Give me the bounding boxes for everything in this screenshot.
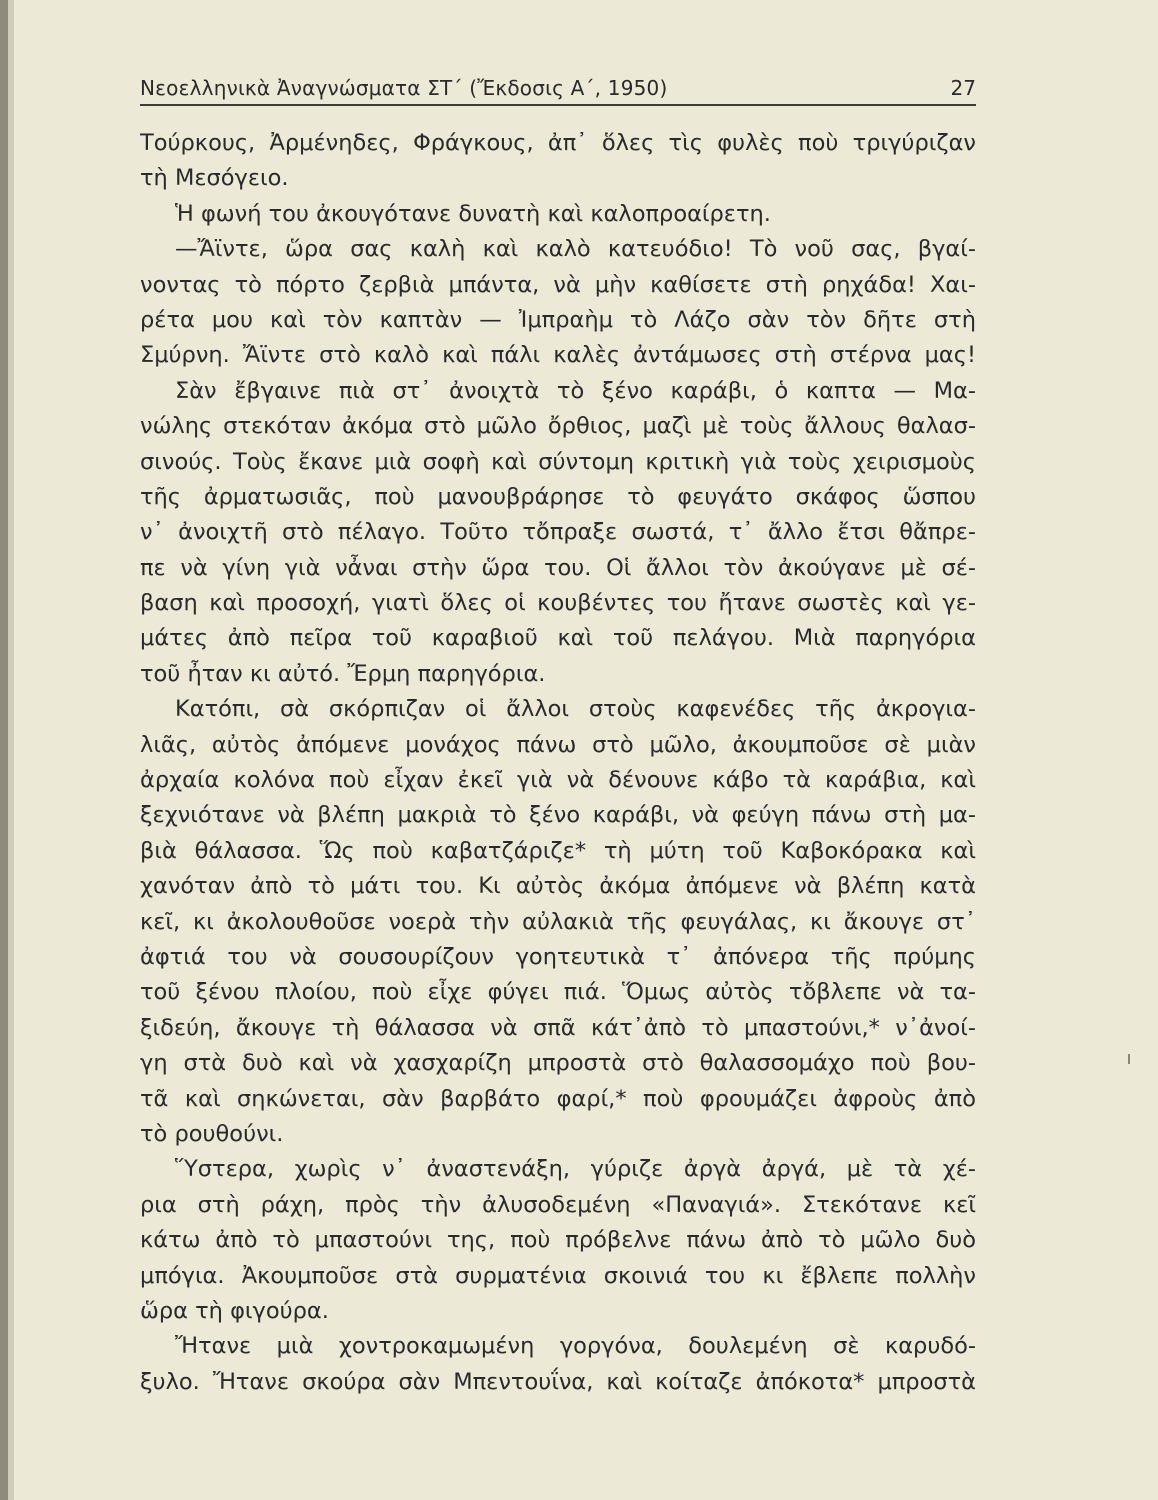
text-line: λιᾶς, αὐτὸς ἀπόμενε μονάχος πάνω στὸ μῶλο, ἀκουμποῦσε σὲ μιὰν xyxy=(140,731,976,758)
text-line: —Ἄϊντε, ὥρα σας καλὴ καὶ καλὸ κατευόδιο! Τὸ νοῦ σας, βγαί- xyxy=(175,236,976,263)
text-line: ἀφτιά του νὰ σουσουρίζουν γοητευτικὰ τ᾽ ἀπόνερα τῆς πρύμης xyxy=(140,943,976,970)
text-line: ρια στὴ ράχη, πρὸς τὴν ἀλυσοδεμένη «Παναγιά». Στεκότανε κεῖ xyxy=(140,1191,976,1218)
text-line: Ὕστερα, χωρὶς ν᾽ ἀναστενάξη, γύριζε ἀργὰ ἀργά, μὲ τὰ χέ- xyxy=(175,1156,976,1183)
page-number: 27 xyxy=(950,76,976,100)
text-line: γη στὰ δυὸ καὶ νὰ χασχαρίζη μπροστὰ στὸ θαλασσομάχο ποὺ βου- xyxy=(140,1050,976,1077)
text-line: τᾶ καὶ σηκώνεται, σὰν βαρβάτο φαρί,* ποὺ φρουμάζει ἀφροὺς ἀπὸ xyxy=(140,1085,976,1112)
text-line: Ἤτανε μιὰ χοντροκαμωμένη γοργόνα, δουλεμένη σὲ καρυδό- xyxy=(175,1333,976,1360)
text-line: μπόγια. Ἀκουμποῦσε στὰ συρματένια σκοινιά του κι ἔβλεπε πολλὴν xyxy=(140,1262,976,1289)
text-line: κάτω ἀπὸ τὸ μπαστούνι της, ποὺ πρόβελνε πάνω ἀπὸ τὸ μῶλο δυὸ xyxy=(140,1227,976,1254)
text-line: νώλης στεκόταν ἀκόμα στὸ μῶλο ὄρθιος, μαζὶ μὲ τοὺς ἄλλους θαλασ- xyxy=(140,413,976,440)
text-line: σινούς. Τοὺς ἔκανε μιὰ σοφὴ καὶ σύντομη κριτικὴ γιὰ τοὺς χειρισμοὺς xyxy=(140,448,976,475)
text-line: νοντας τὸ πόρτο ζερβιὰ μπάντα, νὰ μὴν καθίσετε στὴ ρηχάδα! Χαι- xyxy=(140,271,976,298)
text-line: ξυλο. Ἤτανε σκούρα σὰν Μπεντουΐνα, καὶ κοίταζε ἀπόκοτα* μπροστὰ xyxy=(140,1368,976,1395)
text-line: Κατόπι, σὰ σκόρπιζαν οἱ ἄλλοι στοὺς καφενέδες τῆς ἀκρογια- xyxy=(175,696,976,723)
text-line: Τούρκους, Ἀρμένηδες, Φράγκους, ἀπ᾽ ὅλες τὶς φυλὲς ποὺ τριγύριζαν xyxy=(140,130,976,156)
text-line: ὥρα τὴ φιγούρα. xyxy=(140,1297,329,1324)
text-line: ἀρχαία κολόνα ποὺ εἶχαν ἐκεῖ γιὰ νὰ δένουνε κάβο τὰ καράβια, καὶ xyxy=(140,767,976,794)
text-line: τῆς ἀρματωσιᾶς, ποὺ μανουβράρησε τὸ φευγάτο σκάφος ὥσπου xyxy=(140,483,976,510)
text-line: Σμύρνη. Ἄϊντε στὸ καλὸ καὶ πάλι καλὲς ἀντάμωσες στὴ στέρνα μας! xyxy=(140,342,976,369)
text-line: χανόταν ἀπὸ τὸ μάτι του. Κι αὐτὸς ἀκόμα ἀπόμενε νὰ βλέπη κατὰ xyxy=(140,873,976,900)
text-line: ν᾽ ἀνοιχτῆ στὸ πέλαγο. Τοῦτο τὄπραξε σωστά, τ᾽ ἄλλο ἔτσι θἄπρε- xyxy=(140,519,976,546)
page-header xyxy=(140,74,976,106)
text-line: ξιδεύη, ἄκουγε τὴ θάλασσα νὰ σπᾶ κάτ᾽ἀπὸ τὸ μπαστούνι,* ν᾽ἀνοί- xyxy=(140,1014,976,1041)
text-line: τὴ Μεσόγειο. xyxy=(140,165,289,192)
text-line: κεῖ, κι ἀκολουθοῦσε νοερὰ τὴν αὐλακιὰ τῆς φευγάλας, κι ἄκουγε στ᾽ xyxy=(140,908,976,935)
margin-mark xyxy=(1128,1054,1130,1064)
text-line: ξεχνιότανε νὰ βλέπη μακριὰ τὸ ξένο καράβι, νὰ φεύγη πάνω στὴ μα- xyxy=(140,802,976,829)
text-line: τοῦ ἦταν κι αὐτό. Ἔρμη παρηγόρια. xyxy=(140,660,546,687)
body-text xyxy=(140,126,976,1400)
running-head: Νεοελληνικὰ Ἀναγνώσματα ΣΤ΄ (Ἔκδοσις Α΄, 1950) xyxy=(140,76,668,100)
text-line: μάτες ἀπὸ πεῖρα τοῦ καραβιοῦ καὶ τοῦ πελάγου. Μιὰ παρηγόρια xyxy=(140,625,976,652)
text-line: πε νὰ γίνη γιὰ νἆναι στὴν ὥρα του. Οἱ ἄλλοι τὸν ἀκούγανε μὲ σέ- xyxy=(140,554,976,581)
text-line: τὸ ρουθούνι. xyxy=(140,1120,284,1147)
page-edge-shadow xyxy=(0,0,8,1500)
text-line: Ἡ φωνή του ἀκουγότανε δυνατὴ καὶ καλοπροαίρετη. xyxy=(175,200,771,227)
text-line: Σὰν ἔβγαινε πιὰ στ᾽ ἀνοιχτὰ τὸ ξένο καράβι, ὁ καπτα — Μα- xyxy=(175,377,976,404)
text-line: βιὰ θάλασσα. Ὥς ποὺ καβατζάριζε* τὴ μύτη τοῦ Καβοκόρακα καὶ xyxy=(140,837,976,864)
text-line: ρέτα μου καὶ τὸν καπτὰν — Ἰμπραὴμ τὸ Λάζο σὰν τὸν δῆτε στὴ xyxy=(140,306,976,333)
page-edge-fold xyxy=(8,0,14,1500)
text-line: τοῦ ξένου πλοίου, ποὺ εἶχε φύγει πιά. Ὅμως αὐτὸς τὄβλεπε νὰ τα- xyxy=(140,979,976,1006)
text-line: βαση καὶ προσοχή, γιατὶ ὅλες οἱ κουβέντες του ἤτανε σωστὲς καὶ γε- xyxy=(140,590,976,617)
